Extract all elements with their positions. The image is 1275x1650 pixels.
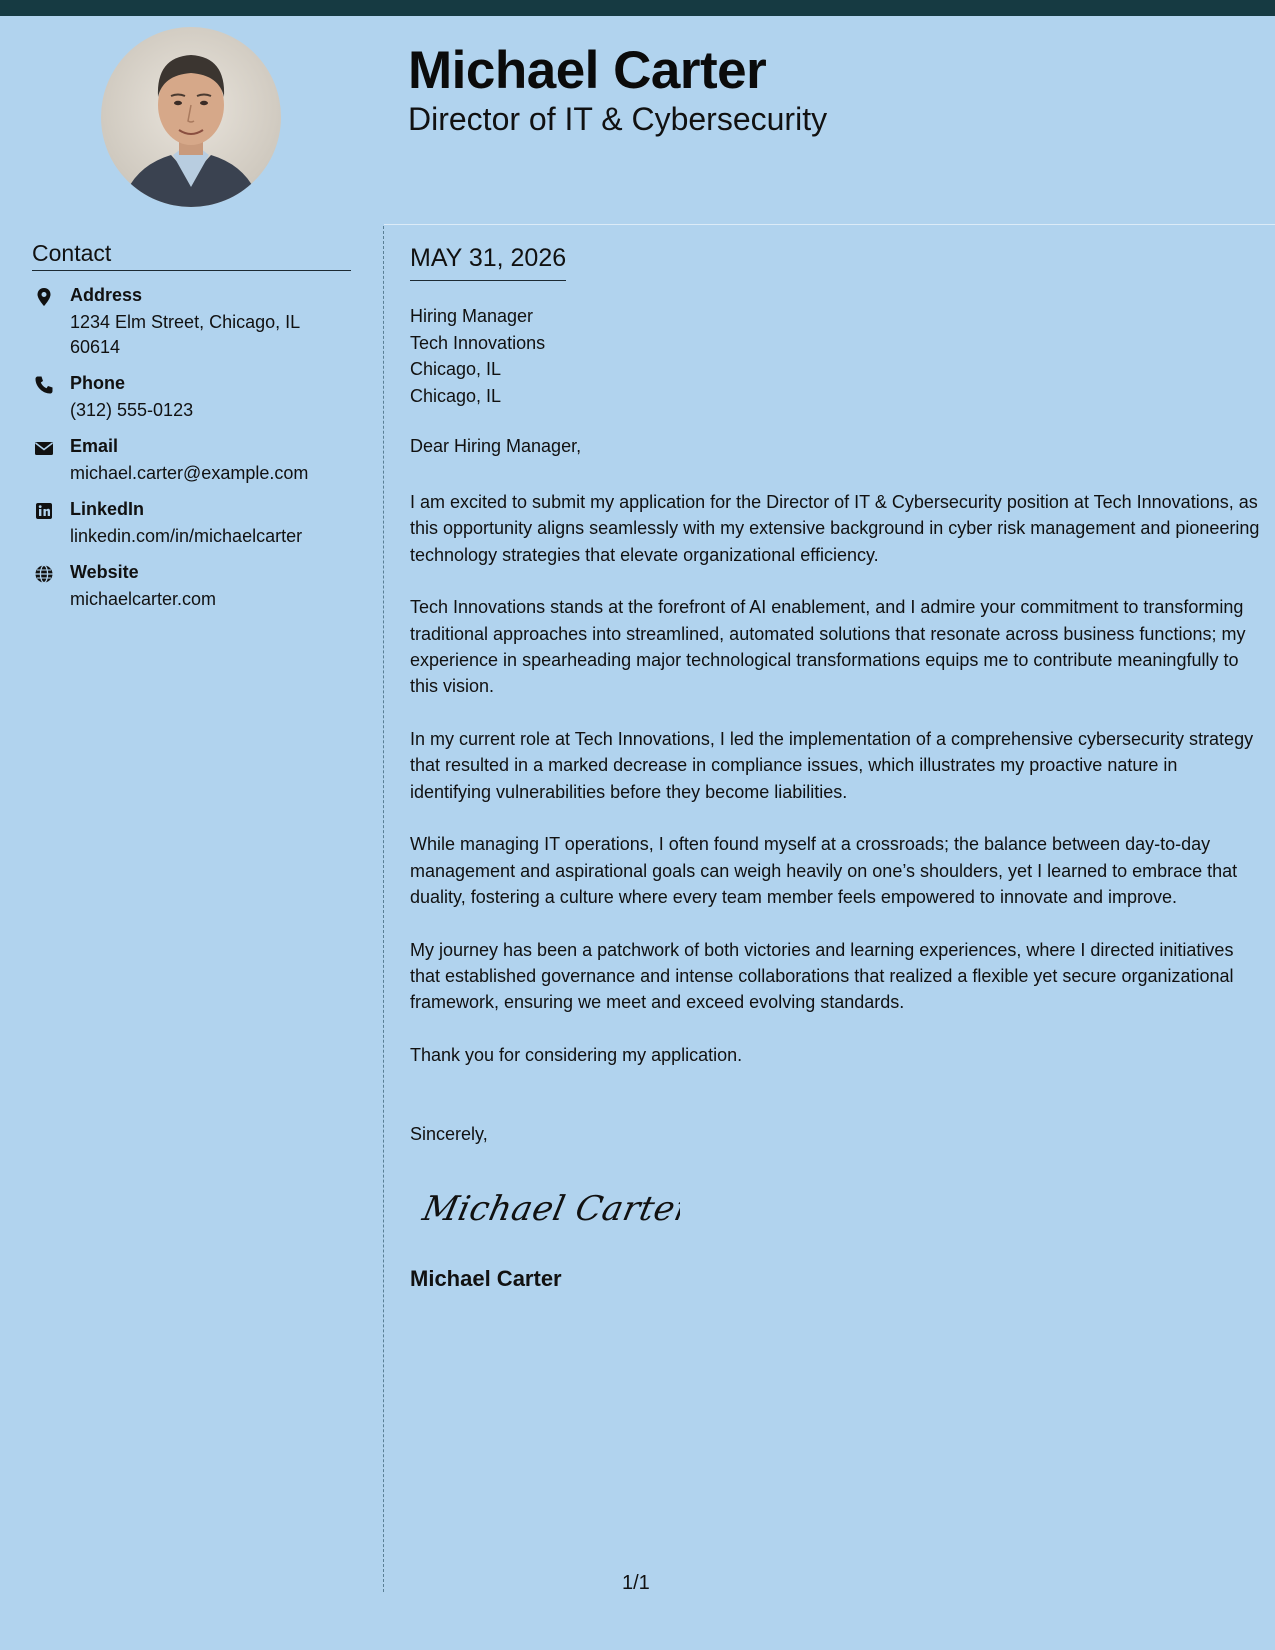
body-paragraph: Tech Innovations stands at the forefront of AI enablement, and I admire your commitment to transforming traditional approaches into streamlined, automated solutions that resonate across business functions; my experience in spearheading major technological transformations equips me to contribute meaningfully to this vision. bbox=[410, 597, 1246, 697]
page-number: 1/1 bbox=[622, 1572, 650, 1594]
salutation: Dear Hiring Manager, bbox=[410, 436, 582, 456]
body-paragraph: In my current role at Tech Innovations, I led the implementation of a comprehensive cybersecurity strategy that resulted in a marked decrease in compliance issues, which illustrates my proactive nature in identifying vulnerabilities before they become liabilities. bbox=[410, 729, 1254, 802]
envelope-icon bbox=[34, 438, 54, 458]
closing: Sincerely, bbox=[410, 1124, 488, 1144]
body-paragraph: Thank you for considering my application. bbox=[410, 1045, 743, 1066]
contact-label: LinkedIn bbox=[70, 499, 145, 519]
recipient-line: Hiring Manager bbox=[410, 306, 534, 326]
recipient-block bbox=[410, 303, 545, 409]
header-divider bbox=[384, 224, 1275, 225]
contact-heading: Contact bbox=[32, 240, 351, 271]
signed-name: Michael Carter bbox=[410, 1266, 562, 1291]
letter-date: MAY 31, 2026 bbox=[410, 244, 566, 281]
page-title: Michael Carter bbox=[408, 41, 767, 100]
contact-label: Address bbox=[70, 285, 143, 305]
contact-value: (312) 555-0123 bbox=[70, 400, 194, 420]
contact-label: Website bbox=[70, 562, 139, 582]
contact-value[interactable]: linkedin.com/in/michaelcarter bbox=[70, 526, 303, 546]
recipient-line: Tech Innovations bbox=[410, 332, 546, 353]
body-paragraph: While managing IT operations, I often found myself at a crossroads; the balance between day-to-day management and aspirational goals can weigh heavily on one’s shoulders, yet I learned to embrace that duality, fostering a culture where every team member feels empowered to innovate and improve. bbox=[410, 834, 1238, 908]
signature-image bbox=[420, 1178, 680, 1238]
recipient-line: Chicago, IL bbox=[410, 359, 502, 379]
recipient-line: Chicago, IL bbox=[410, 385, 502, 406]
avatar-portrait bbox=[101, 27, 281, 207]
contact-value[interactable]: michaelcarter.com bbox=[70, 589, 217, 609]
phone-icon bbox=[34, 375, 54, 395]
contact-value: 1234 Elm Street, Chicago, IL 60614 bbox=[70, 312, 300, 357]
top-bar bbox=[0, 0, 1275, 16]
letter-body bbox=[410, 489, 1260, 1095]
body-paragraph: My journey has been a patchwork of both victories and learning experiences, where I directed initiatives that established governance and intense collaborations that realized a flexible yet secure organizational framework, ensuring we meet and exceed evolving standards. bbox=[410, 939, 1234, 1013]
map-pin-icon bbox=[34, 287, 54, 307]
contact-label: Phone bbox=[70, 373, 126, 393]
column-divider bbox=[383, 226, 384, 1592]
globe-icon bbox=[34, 564, 54, 584]
contact-label: Email bbox=[70, 436, 119, 456]
body-paragraph: I am excited to submit my application for the Director of IT & Cybersecurity position at Tech Innovations, as this opportunity aligns seamlessly with my extensive background in cyber risk management and pioneering technology strategies that elevate organizational efficiency. bbox=[410, 492, 1260, 565]
job-title: Director of IT & Cybersecurity bbox=[408, 101, 828, 137]
linkedin-icon bbox=[34, 501, 54, 521]
signature-text: Michael Carter bbox=[420, 1189, 680, 1229]
contact-value[interactable]: michael.carter@example.com bbox=[70, 463, 309, 483]
avatar bbox=[101, 27, 281, 207]
